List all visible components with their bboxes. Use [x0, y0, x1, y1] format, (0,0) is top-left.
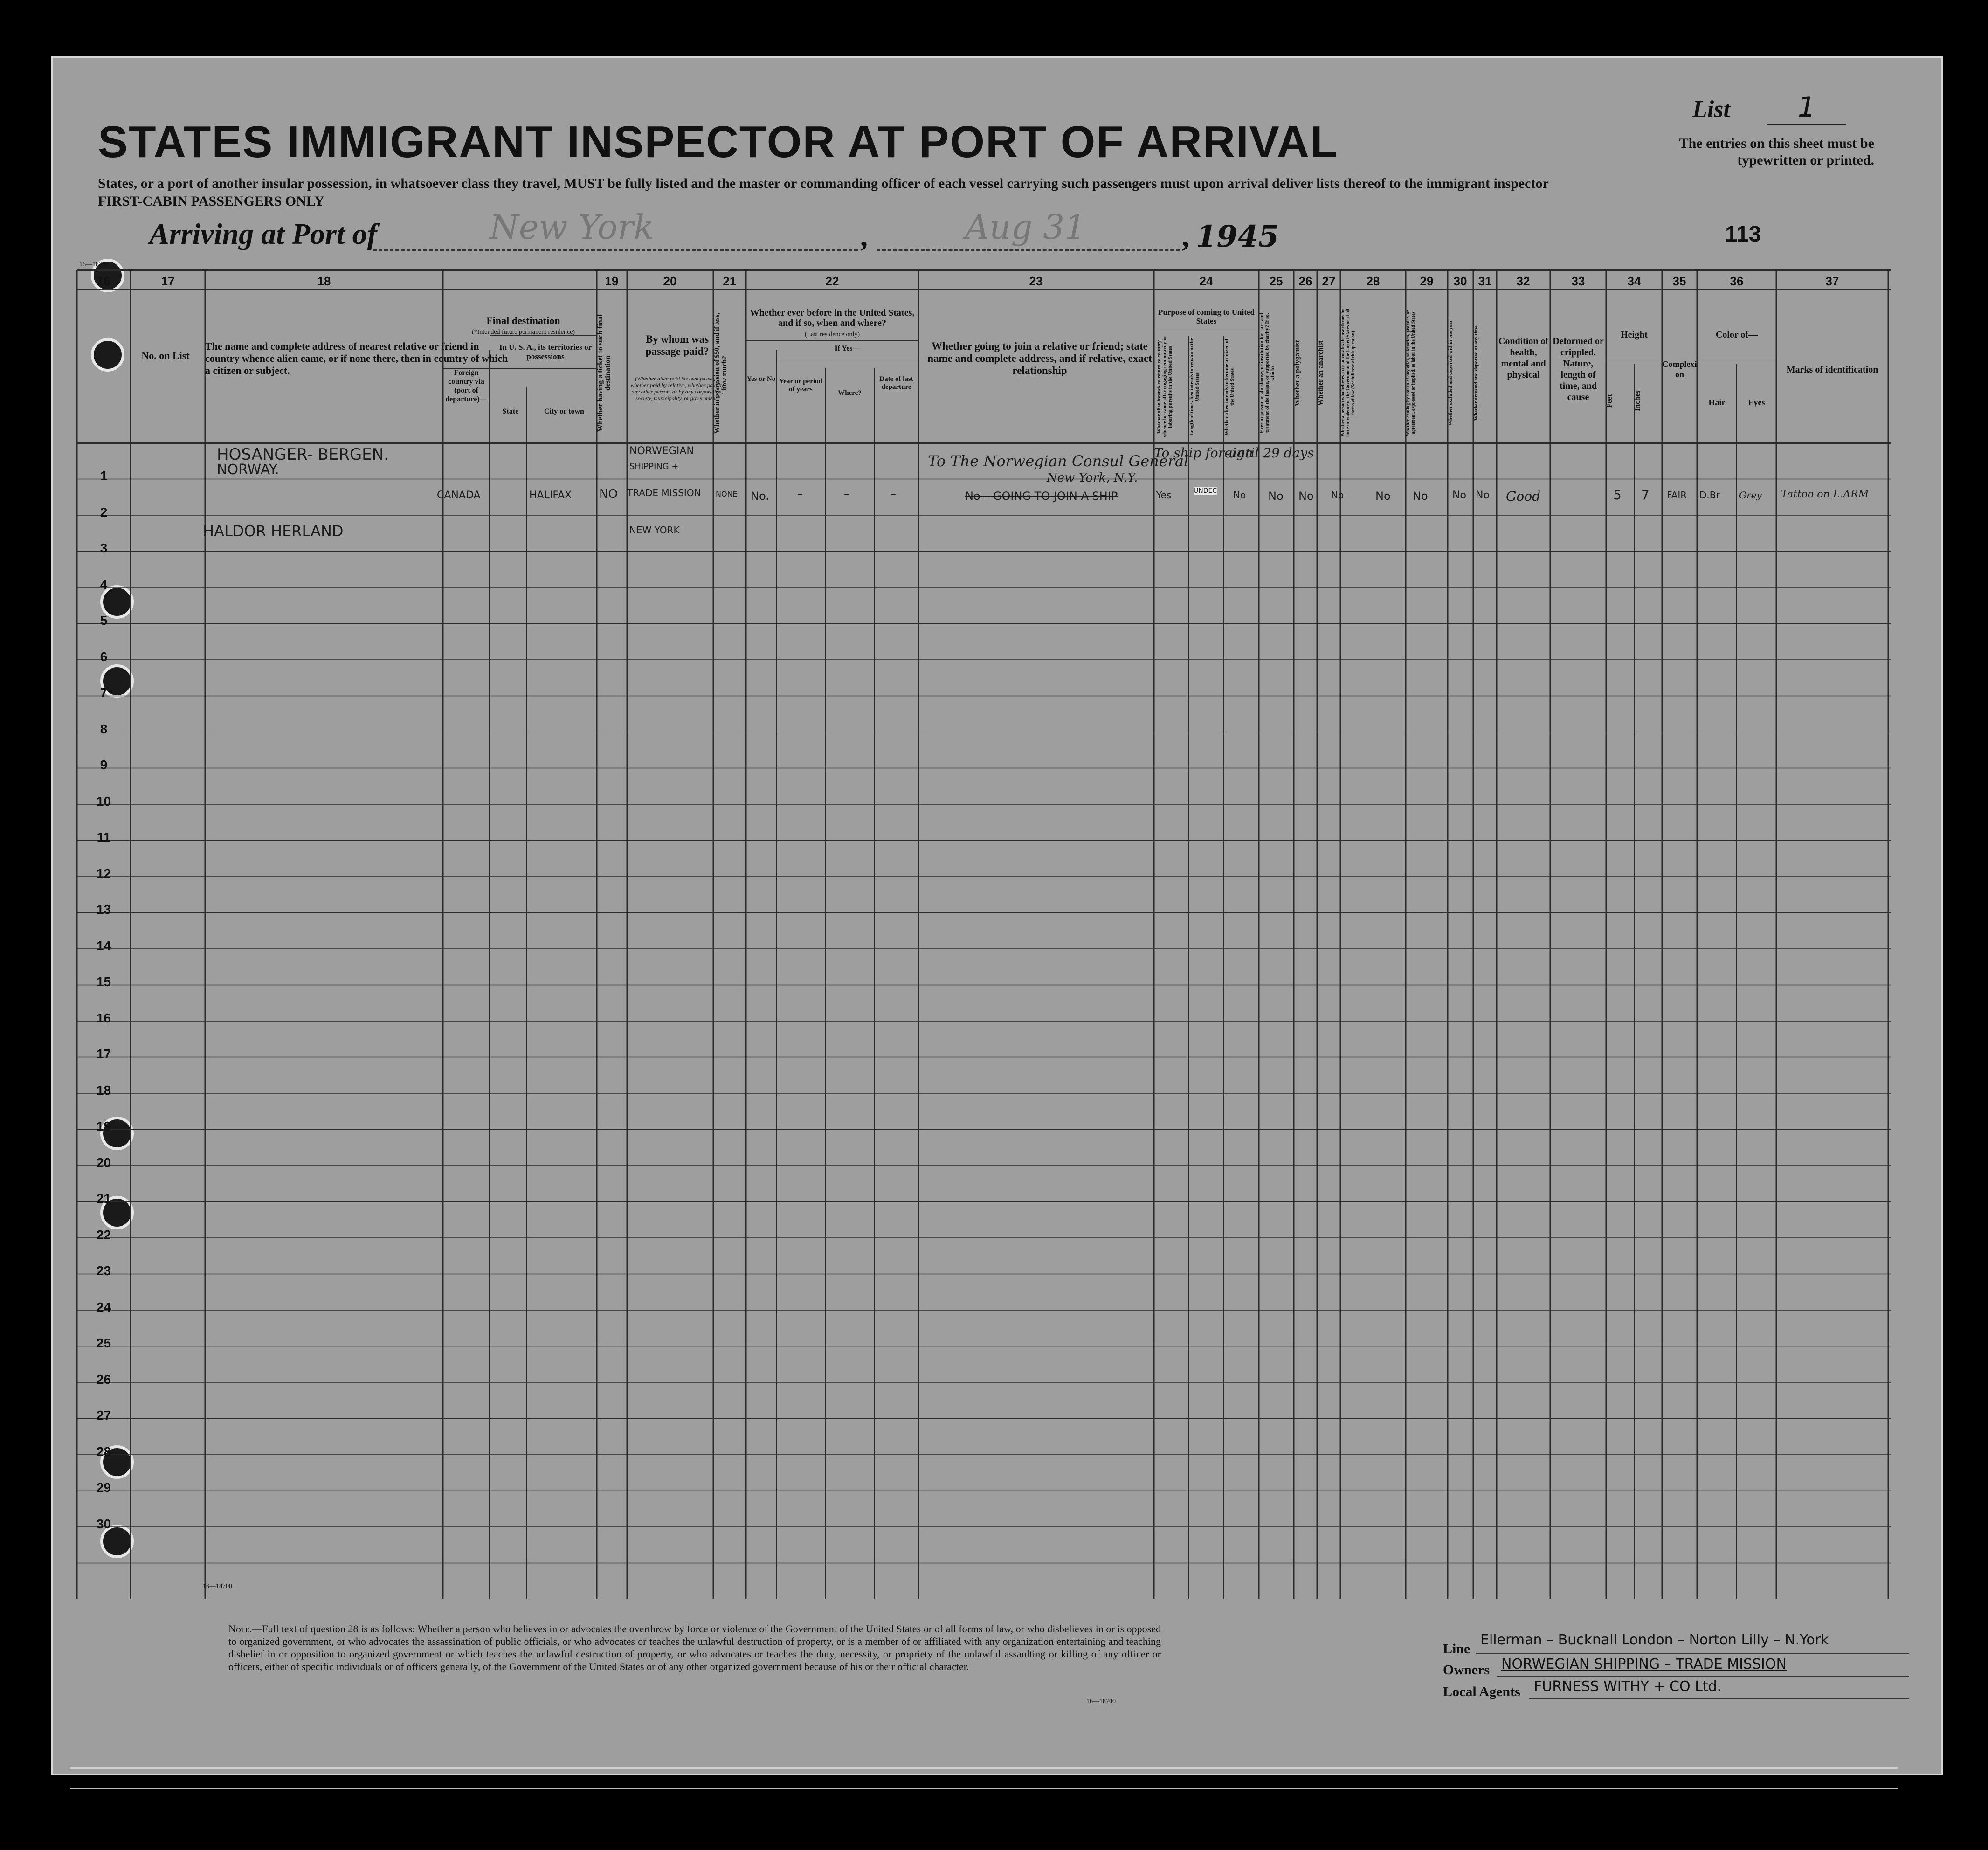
- header-health: Condition of health, mental and physical: [1498, 336, 1549, 380]
- header-color: Color of—: [1715, 330, 1758, 340]
- header-marks: Marks of identification: [1786, 365, 1878, 375]
- row1-purpose: To ship foreign: [1154, 445, 1253, 461]
- year-value: 1945: [1196, 219, 1279, 254]
- header-question-28: Whether a person who believes in or advocates the overthrow by force or violence of the Government of the United States or of all forms of law (See full text of this question): [1340, 309, 1356, 437]
- row-number: 6: [100, 649, 108, 664]
- column-number: 30: [1453, 274, 1467, 288]
- header-last-departure: Date of last departure: [879, 375, 913, 391]
- row-number: 4: [100, 577, 108, 592]
- header-usa: In U. S. A., its territories or possessions: [499, 343, 592, 361]
- row1-28: No: [1331, 490, 1344, 501]
- row1-before: No.: [751, 490, 769, 503]
- row-number: 17: [96, 1047, 111, 1061]
- header-labor-offer: Whether coming by reason of any offer, solicitation, promise, or agreement, expressed or implied, to labor in the United States: [1406, 310, 1416, 436]
- instructions-line-2: FIRST-CABIN PASSENGERS ONLY: [98, 193, 324, 209]
- header-inches: Inches: [1634, 390, 1642, 412]
- header-year: Year or period of years: [779, 378, 822, 393]
- header-anarchist: Whether an anarchist: [1317, 340, 1325, 406]
- header-yes-no: Yes or No: [746, 375, 776, 383]
- port-underline: [373, 247, 858, 251]
- header-passage-paid-sub: (Whether alien paid his own passage, whether paid by relative, whether paid by any other person, or by any corporation, society, municipality, or government): [630, 375, 724, 401]
- column-number: 16: [97, 274, 110, 288]
- header-purpose: Purpose of coming to United States: [1158, 308, 1255, 325]
- header-polygamist: Whether a polygamist: [1294, 340, 1301, 406]
- row1-money: NONE: [716, 490, 738, 498]
- sheet-edge: [70, 1767, 1898, 1789]
- row1-24a: Yes: [1156, 490, 1172, 501]
- row-number: 23: [96, 1263, 111, 1278]
- header-final-destination: Final destination: [486, 315, 560, 326]
- header-deformed: Deformed or crippled. Nature, length of time, and cause: [1553, 336, 1604, 402]
- header-prison: Ever in prison or almshouse, or institution for care and treatment of the insane, or supported by charity? If so, which?: [1259, 312, 1276, 434]
- manifest-table: [77, 261, 1891, 1599]
- header-ticket: Whether having a ticket to such final destination: [596, 314, 612, 432]
- header-passage-paid: By whom was passage paid?: [645, 333, 709, 357]
- agents-label: Local Agents: [1443, 1684, 1520, 1699]
- row-number: 26: [96, 1372, 111, 1387]
- header-ever-before: Whether ever before in the United States, and if so, when and where?: [750, 308, 915, 328]
- row1-city: HALIFAX: [529, 490, 572, 501]
- row-number: 3: [100, 541, 108, 555]
- column-number: 37: [1825, 274, 1839, 288]
- column-number: 28: [1366, 274, 1380, 288]
- header-hair: Hair: [1708, 398, 1726, 407]
- row-number: 11: [97, 830, 111, 844]
- row1-feet: 5: [1613, 487, 1622, 503]
- form-number-note: 16—18700: [1086, 1698, 1116, 1705]
- agents-underline: [1529, 1698, 1909, 1699]
- row-number: 16: [96, 1010, 111, 1025]
- row-number: 30: [96, 1516, 111, 1531]
- row1-paid-line3: TRADE MISSION: [627, 487, 701, 498]
- row1-29: No: [1375, 490, 1391, 503]
- row1-departure-dash: –: [890, 487, 896, 500]
- row-number: 27: [96, 1408, 111, 1422]
- instructions: [98, 175, 1590, 210]
- port-value: New York: [490, 207, 654, 247]
- line-label: Line: [1443, 1641, 1470, 1657]
- header-feet: Feet: [1606, 394, 1614, 408]
- header-final-destination-sub: (*Intended future permanent residence): [471, 329, 575, 336]
- column-number: 26: [1298, 274, 1312, 288]
- row-number: 28: [96, 1444, 111, 1459]
- column-number: 29: [1420, 274, 1434, 288]
- row-number: 12: [96, 866, 111, 881]
- row1-paid-line2: SHIPPING +: [629, 462, 679, 471]
- column-number: 33: [1571, 274, 1585, 288]
- row1-join-line2: New York, N.Y.: [1047, 471, 1138, 485]
- row-number: 5: [100, 613, 108, 628]
- row1-marks: Tattoo on L.ARM: [1781, 489, 1869, 500]
- row1-27: No: [1298, 490, 1314, 503]
- row1-31b: No: [1476, 490, 1490, 501]
- date-value: Aug 31: [965, 207, 1086, 247]
- row1-foreign-country: CANADA: [437, 490, 481, 501]
- typewritten-note: The entries on this sheet must be typewritten or printed.: [1679, 136, 1874, 168]
- column-number: 27: [1322, 274, 1336, 288]
- header-foreign-country: Foreign country via (port of departure)—: [445, 369, 487, 403]
- header-excluded: Whether excluded and deported within one year: [1448, 320, 1453, 426]
- column-number: 19: [605, 274, 619, 288]
- row-number: 8: [100, 721, 108, 736]
- column-number: 24: [1199, 274, 1213, 288]
- header-no-on-list: No. on List: [141, 350, 190, 361]
- column-number: 32: [1516, 274, 1530, 288]
- column-number: 20: [663, 274, 677, 288]
- page-title: STATES IMMIGRANT INSPECTOR AT PORT OF ARRIVAL: [98, 117, 1339, 167]
- header-return-intent: Whether alien intends to return to country whence he came after engaging temporarily in laboring pursuits in the United States: [1156, 336, 1173, 438]
- row-number: 9: [100, 758, 108, 772]
- row1-eyes: Grey: [1739, 490, 1762, 501]
- row1-year-dash: –: [797, 487, 803, 500]
- header-arrested: Whether arrested and deported at any time: [1473, 325, 1479, 421]
- agents-value: FURNESS WITHY + CO Ltd.: [1534, 1678, 1722, 1695]
- list-number: 1: [1767, 91, 1846, 125]
- line-value: Ellerman – Bucknall London – Norton Lilly – N.York: [1480, 1632, 1829, 1648]
- instructions-line-1: States, or a port of another insular possession, in whatsoever class they travel, MUST be fully listed and the master or commanding officer of each vessel carrying such passengers must upon arrival deliver lists thereof to the immigrant inspector: [98, 176, 1549, 191]
- header-eyes: Eyes: [1748, 398, 1765, 407]
- arriving-label: Arriving at Port of: [149, 217, 377, 250]
- row1-relative-line2: NORWAY.: [217, 462, 279, 478]
- row1-30: No: [1413, 490, 1428, 503]
- row1-31: No: [1452, 490, 1466, 501]
- row-number: 1: [100, 469, 108, 483]
- header-length-of-stay: Length of time alien intends to remain in the United States: [1189, 338, 1200, 436]
- row1-paid-line1: NORWEGIAN: [629, 445, 694, 457]
- owners-label: Owners: [1443, 1662, 1490, 1677]
- row1-length: until 29 days: [1229, 445, 1314, 461]
- column-number: 25: [1269, 274, 1283, 288]
- row-number: 7: [100, 685, 108, 700]
- date-underline: [877, 247, 1180, 251]
- row-number: 2: [100, 504, 108, 519]
- row1-24c: UNDEC: [1194, 487, 1217, 495]
- row-number: 19: [96, 1119, 111, 1133]
- row-number: 24: [96, 1299, 111, 1314]
- column-number: 17: [161, 274, 175, 288]
- column-number: 23: [1029, 274, 1043, 288]
- row1-join-line1: To The Norwegian Consul General: [928, 452, 1189, 470]
- column-number: 18: [317, 274, 331, 288]
- row-number: 15: [96, 974, 111, 989]
- row-number: 29: [96, 1480, 111, 1495]
- row-number: 20: [96, 1155, 111, 1170]
- column-number: 31: [1478, 274, 1492, 288]
- row1-join-struck: No – GOING TO JOIN A SHIP: [965, 490, 1118, 503]
- row1-26: No: [1268, 490, 1284, 503]
- header-if-yes: If Yes—: [835, 345, 860, 352]
- row-number: 21: [96, 1191, 111, 1206]
- header-last-residence: (Last residence only): [804, 331, 860, 338]
- column-number: 35: [1672, 274, 1686, 288]
- note-lead: Note.: [228, 1623, 252, 1635]
- row2-paid: NEW YORK: [629, 525, 680, 536]
- form-number-bottom: 16—18700: [203, 1583, 232, 1590]
- header-nearest-relative: The name and complete address of nearest relative or friend in country whence alien came, or if none there, then in country of which a citizen or subject.: [205, 340, 508, 376]
- row1-complexion: FAIR: [1667, 490, 1687, 501]
- row-number: 22: [96, 1227, 111, 1242]
- row-number: 25: [96, 1336, 111, 1350]
- row1-25: No: [1233, 490, 1246, 501]
- row-number: 18: [96, 1083, 111, 1098]
- row-number: 10: [96, 794, 111, 808]
- row1-hair: D.Br: [1699, 490, 1720, 501]
- note-text: —Full text of question 28 is as follows: Whether a person who believes in or advocates the overthrow by force or violence of the Government of the United States or of all forms of law, or who disbelieves in or is opposed to organized government, or who advocates the assassination of public officials, or who advocates or teaches the unlawful destruction of property, or is a member of or affiliated with any organization entertaining and teaching disbelief in or opposition to organized government or which teaches the unlawful destruction of property, or who advocates or teaches the duty, necessity, or propriety of the unlawful assaulting or killing of any officer or officers, either of specific individuals or of officers generally, of the Government of the United States or of any other organized government because of his or their official character.: [228, 1623, 1161, 1672]
- separator: ,: [860, 220, 868, 253]
- header-money: Whether in possession of $50, and if less, how much?: [713, 312, 728, 434]
- column-number: 22: [825, 274, 839, 288]
- row1-ticket: NO: [599, 487, 618, 501]
- row-number: 13: [96, 902, 111, 917]
- header-height: Height: [1621, 330, 1648, 340]
- header-citizen-intent: Whether alien intends to become a citizen of the United States: [1224, 338, 1235, 435]
- column-number: 36: [1730, 274, 1744, 288]
- separator: ,: [1182, 220, 1189, 253]
- row1-inches: 7: [1641, 487, 1650, 503]
- header-state: State: [502, 407, 519, 415]
- row2-relative: HALDOR HERLAND: [203, 522, 344, 540]
- row1-where-dash: –: [844, 487, 849, 500]
- column-number: 21: [723, 274, 737, 288]
- question-28-note: [228, 1622, 1161, 1673]
- line-underline: [1476, 1653, 1909, 1654]
- row1-health: Good: [1506, 489, 1541, 504]
- owners-value: NORWEGIAN SHIPPING – TRADE MISSION: [1501, 1656, 1787, 1672]
- row-number: 14: [96, 938, 111, 953]
- owners-underline: [1497, 1676, 1909, 1677]
- header-complexion: Complexion: [1662, 359, 1697, 379]
- header-city: City or town: [544, 407, 584, 415]
- header-join-relative: Whether going to join a relative or friend; state name and complete address, and if relative, exact relationship: [927, 340, 1152, 376]
- row1-relative-line1: HOSANGER- BERGEN.: [217, 445, 389, 464]
- list-label: List: [1692, 96, 1730, 123]
- header-where: Where?: [838, 389, 862, 397]
- column-number: 34: [1627, 274, 1641, 288]
- form-number: 16—18700: [79, 261, 109, 268]
- page-number: 113: [1725, 222, 1761, 247]
